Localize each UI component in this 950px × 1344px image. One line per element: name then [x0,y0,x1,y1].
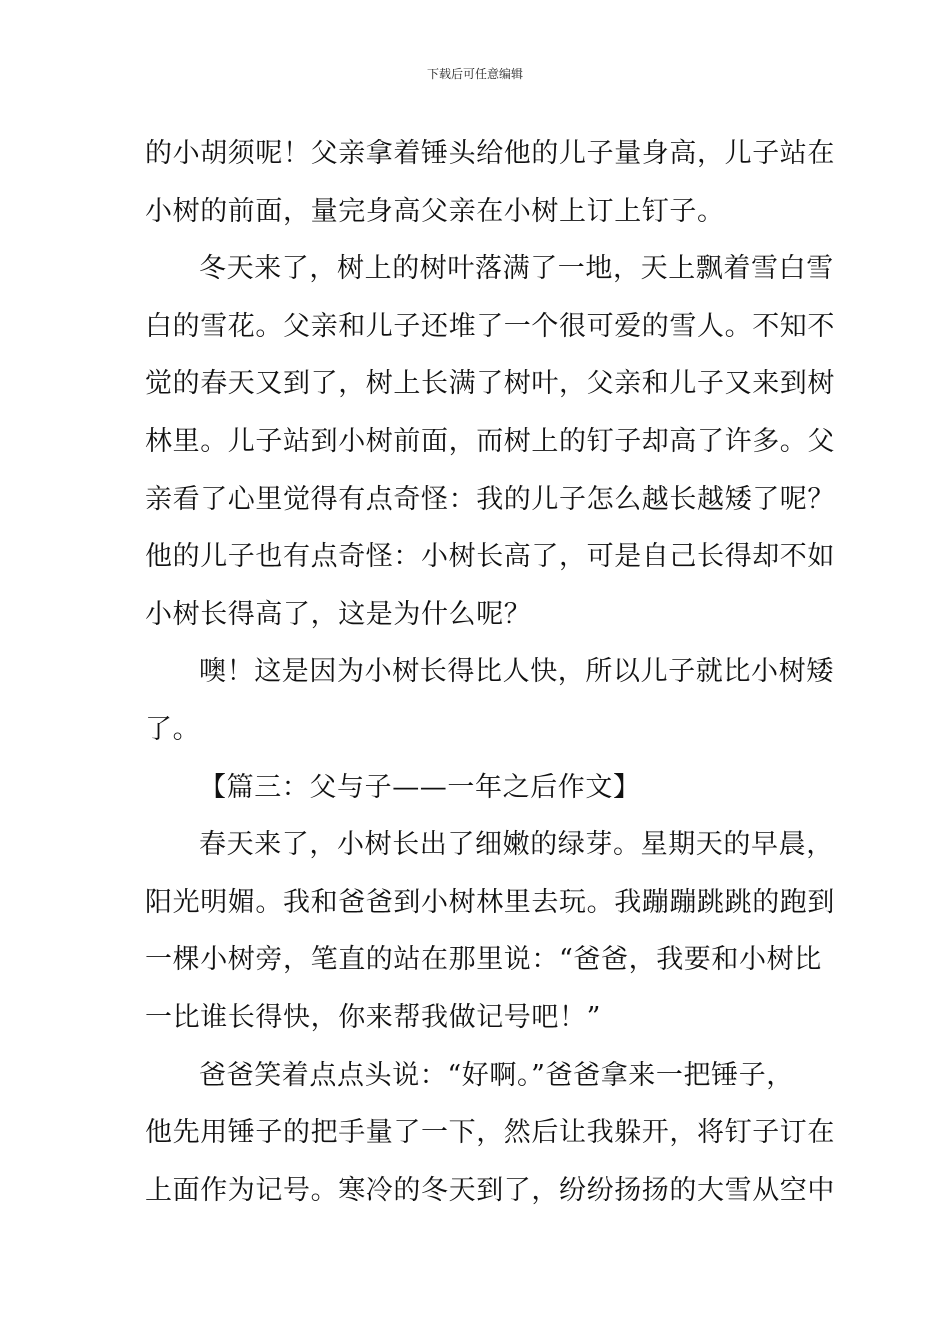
text-line: 一比谁长得快，你来帮我做记号吧！” [145,1001,602,1033]
text-line: 上面作为记号。寒冷的冬天到了，纷纷扬扬的大雪从空中 [145,1174,835,1206]
text-line: 白的雪花。父亲和儿子还堆了一个很可爱的雪人。不知不 [145,310,835,342]
text-line: 他的儿子也有点奇怪：小树长高了，可是自己长得却不如 [145,541,835,573]
text-line: 冬天来了，树上的树叶落满了一地，天上飘着雪白雪 [199,253,834,285]
text-line: 一棵小树旁，笔直的站在那里说：“爸爸，我要和小树比 [145,944,822,976]
text-line: 爸爸笑着点点头说：“好啊。”爸爸拿来一把锤子， [199,1059,794,1091]
text-line: 觉的春天又到了，树上长满了树叶，父亲和儿子又来到树 [145,368,835,400]
text-line: 林里。儿子站到小树前面，而树上的钉子却高了许多。父 [145,425,835,457]
text-line: 春天来了，小树长出了细嫩的绿芽。星期天的早晨， [199,829,834,861]
page-header: 下载后可任意编辑 [426,67,523,81]
text-line: 了。 [145,713,201,745]
section-heading: 【篇三：父与子——一年之后作文】 [199,771,641,803]
text-line: 小树的前面，量完身高父亲在小树上订上钉子。 [145,195,725,227]
text-line: 的小胡须呢！父亲拿着锤头给他的儿子量身高，儿子站在 [145,138,835,169]
body-text [145,125,835,1219]
text-line: 他先用锤子的把手量了一下，然后让我躲开，将钉子订在 [145,1117,835,1149]
text-line: 阳光明媚。我和爸爸到小树林里去玩。我蹦蹦跳跳的跑到 [145,886,835,918]
text-line: 噢！这是因为小树长得比人快，所以儿子就比小树矮 [199,656,834,688]
text-line: 小树长得高了，这是为什么呢？ [145,598,532,630]
text-line: 亲看了心里觉得有点奇怪：我的儿子怎么越长越矮了呢？ [145,483,835,515]
